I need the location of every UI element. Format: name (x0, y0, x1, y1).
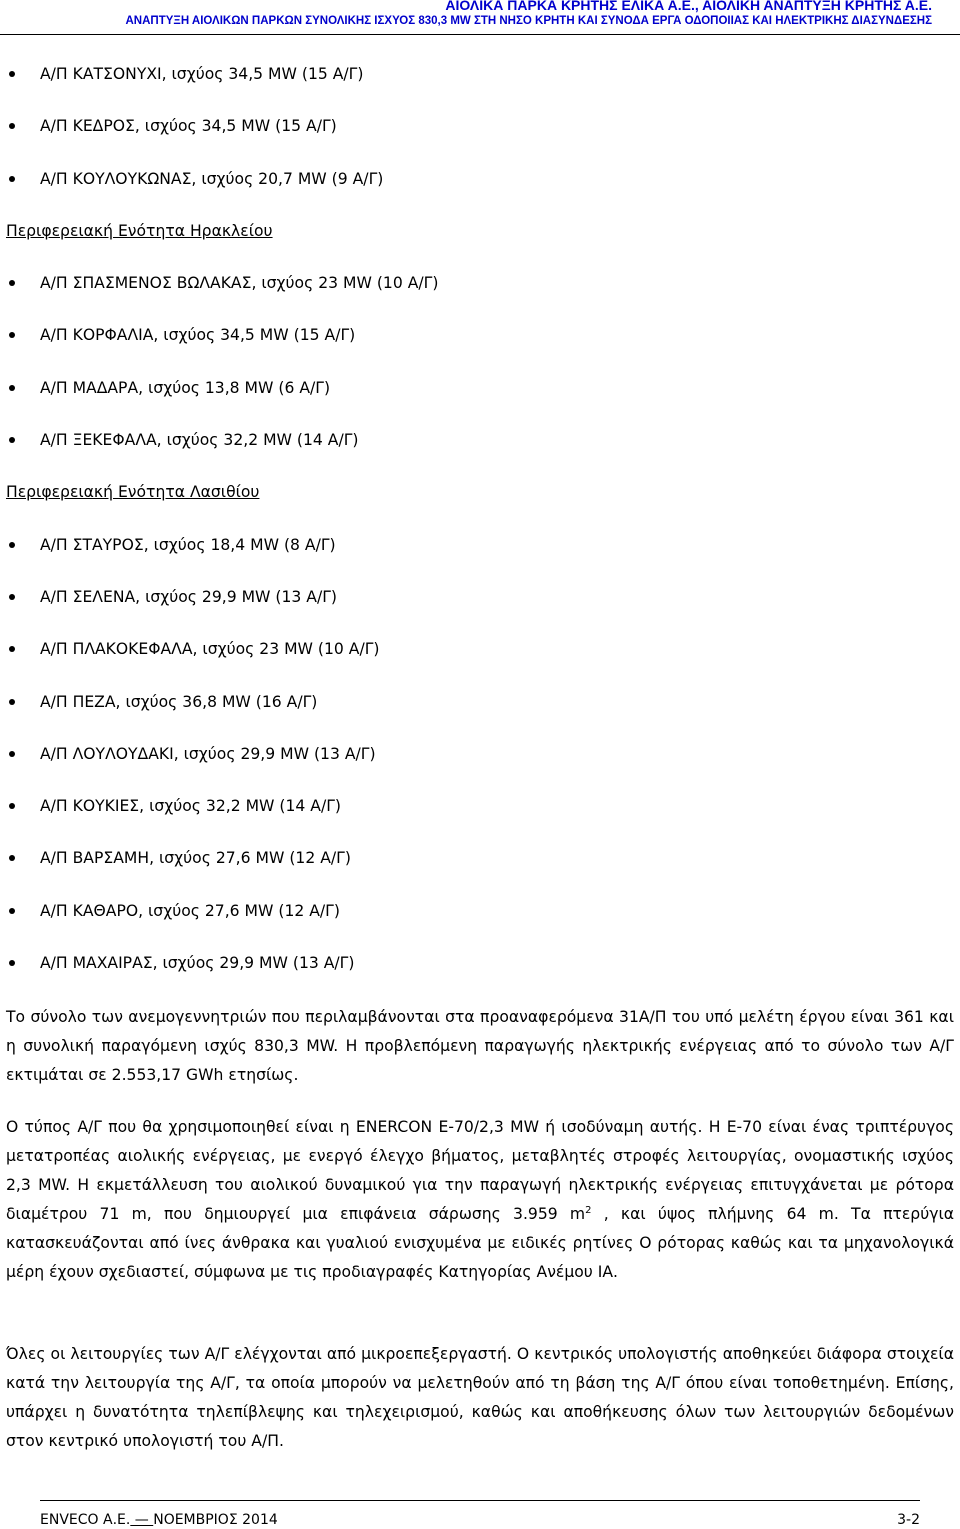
list-item-text: Α/Π ΚΕΔΡΟΣ, ισχύος 34,5 MW (15 Α/Γ) (40, 117, 337, 136)
region-heading-row (0, 219, 960, 271)
footer-date: ΝΟΕΜΒΡΙΟΣ 2014 (153, 1512, 278, 1528)
bullet-icon (9, 699, 15, 705)
list-item (0, 62, 960, 114)
paragraph-total-capacity: Το σύνολο των ανεμογεννητριών που περιλαμβάνονται στα προαναφερόμενα 31Α/Π του υπό μελέτη έργου είναι 361 και η συνολική παραγόμενη ισχύς 830,3 MW. Η προβλεπόμενη παραγωγής ηλεκτρικής ενέργειας από το σύνολο των Α/Γ εκτιμάται σε 2.553,17 GWh ετησίως. (6, 1008, 954, 1084)
list-item-text: Α/Π ΚΑΤΣΟΝΥΧΙ, ισχύος 34,5 MW (15 Α/Γ) (40, 65, 364, 83)
list-item (0, 167, 960, 219)
bullet-icon (9, 280, 15, 286)
footer-divider (40, 1500, 920, 1501)
list-item (0, 846, 960, 898)
bullet-icon (9, 751, 15, 757)
list-item (0, 742, 960, 794)
paragraph-turbine-type-part1: Ο τύπος Α/Γ που θα χρησιμοποιηθεί είναι η ENERCON E-70/2,3 MW ή ισοδύναμη αυτής. Η Ε-70 είναι ένας τριπτέρυγος μετατροπέας αιολικής ενέργειας, με ενεργό έλεγχο βήματος, μεταβλητές στροφές λειτουργίας, ονομαστικής ισχύος 2,3 MW. Η εκμετάλλευση του αιολικού δυναμικού για την παραγωγή ηλεκτρικής ενέργειας επιτυγχάνεται με ρότορα διαμέτρου 71 m, που δημιουργεί μια επιφάνεια σάρωσης 3.959 m (6, 1118, 954, 1223)
list-item (0, 533, 960, 585)
list-item (0, 376, 960, 428)
page-header (12, 0, 932, 29)
list-item (0, 585, 960, 637)
list-item-text: Α/Π ΣΕΛΕΝΑ, ισχύος 29,9 MW (13 Α/Γ) (40, 587, 337, 606)
paragraph-control-system: Όλες οι λειτουργίες των Α/Γ ελέγχονται από μικροεπεξεργαστή. Ο κεντρικός υπολογιστής αποθηκεύει διάφορα στοιχεία κατά την λειτουργία της Α/Γ, τα οποία μπορούν να μελετηθούν από τη βάση της Α/Γ όπου είναι τοποθετημένη. Επίσης, υπάρχει η δυνατότητα τηλεπίβλεψης και τηλεχειρισμού, καθώς και αποθήκευσης όλων των λειτουργιών δεδομένων στον κεντρικό υπολογιστή του Α/Π. (6, 1345, 954, 1450)
list-item-text: Α/Π ΚΟΥΛΟΥΚΩΝΑΣ, ισχύος 20,7 MW (9 Α/Γ) (40, 169, 384, 188)
list-item (0, 794, 960, 846)
header-title: ΑΙΟΛΙΚΑ ΠΑΡΚΑ ΚΡΗΤΗΣ ΕΛΙΚΑ Α.Ε., ΑΙΟΛΙΚΗ ΑΝΑΠΤΥΞΗ ΚΡΗΤΗΣ Α.Ε. (445, 0, 932, 13)
paragraph-turbine-type-part2: , και ύψος πλήμνης 64 m. Τα πτερύγια κατασκευάζονται από ίνες άνθρακα και γυαλιού ενισχυμένα με ειδικές ρητίνες Ο ρότορας καθώς και τα μηχανολογικά μέρη έχουν σχεδιαστεί, σύμφωνα με τις προδιαγραφές Κατηγορίας Ανέμου ΙΑ. (6, 1205, 954, 1281)
list-item-text: Α/Π ΜΑΧΑΙΡΑΣ, ισχύος 29,9 MW (13 Α/Γ) (40, 954, 355, 973)
list-item (0, 323, 960, 375)
bullet-icon (9, 176, 15, 182)
list-item-text: Α/Π ΚΟΡΦΑΛΙΑ, ισχύος 34,5 MW (15 Α/Γ) (40, 326, 356, 345)
footer-left (40, 1511, 278, 1529)
paragraph-turbine-type (6, 1113, 954, 1287)
list-item-text: Α/Π ΣΤΑΥΡΟΣ, ισχύος 18,4 MW (8 Α/Γ) (40, 535, 336, 554)
list-item-text: Α/Π ΒΑΡΣΑΜΗ, ισχύος 27,6 MW (12 Α/Γ) (40, 849, 351, 868)
list-item-text: Α/Π ΚΟΥΚΙΕΣ, ισχύος 32,2 MW (14 Α/Γ) (40, 797, 341, 816)
bullet-icon (9, 123, 15, 129)
superscript-2: 2 (585, 1204, 592, 1216)
list-item-text: Α/Π ΞΕΚΕΦΑΛΑ, ισχύος 32,2 MW (14 Α/Γ) (40, 431, 359, 450)
list-item-text: Α/Π ΜΑΔΑΡΑ, ισχύος 13,8 MW (6 Α/Γ) (40, 378, 331, 397)
list-item (0, 899, 960, 951)
bullet-icon (9, 646, 15, 652)
list-item (0, 637, 960, 689)
list-item-text: Α/Π ΠΕΖΑ, ισχύος 36,8 MW (16 Α/Γ) (40, 692, 318, 711)
footer-company: ENVECO Α.Ε. (40, 1512, 131, 1528)
bullet-icon (9, 332, 15, 338)
list-item (0, 951, 960, 1003)
bullet-icon (9, 437, 15, 443)
header-subtitle: ΑΝΑΠΤΥΞΗ ΑΙΟΛΙΚΩΝ ΠΑΡΚΩΝ ΣΥΝΟΛΙΚΗΣ ΙΣΧΥΟΣ 830,3 MW ΣΤΗ ΝΗΣΟ ΚΡΗΤΗ ΚΑΙ ΣΥΝΟΔΑ ΕΡΓΑ ΟΔΟΠΟΙΙΑΣ ΚΑΙ ΗΛΕΚΤΡΙΚΗΣ ΔΙΑΣΥΝΔΕΣΗΣ (125, 15, 932, 27)
footer-separator: — (130, 1512, 154, 1528)
list-item (0, 428, 960, 480)
list-item (0, 271, 960, 323)
bullet-icon (9, 803, 15, 809)
bullet-icon (9, 385, 15, 391)
bullet-icon (9, 71, 15, 77)
header-divider (0, 34, 960, 35)
bullet-icon (9, 908, 15, 914)
bullet-icon (9, 960, 15, 966)
list-item-text: Α/Π ΚΑΘΑΡΟ, ισχύος 27,6 MW (12 Α/Γ) (40, 901, 340, 920)
bullet-icon (9, 855, 15, 861)
list-item (0, 690, 960, 742)
bullet-icon (9, 542, 15, 548)
wind-farm-list (0, 62, 960, 1003)
region-heading-row (0, 480, 960, 532)
list-item-text: Α/Π ΣΠΑΣΜΕΝΟΣ ΒΩΛΑΚΑΣ, ισχύος 23 MW (10 Α/Γ) (40, 274, 439, 293)
region-heading: Περιφερειακή Ενότητα Λασιθίου (6, 483, 260, 502)
list-item (0, 114, 960, 166)
bullet-icon (9, 594, 15, 600)
page-number: 3-2 (897, 1512, 920, 1528)
list-item-text: Α/Π ΠΛΑΚΟΚΕΦΑΛΑ, ισχύος 23 MW (10 Α/Γ) (40, 640, 380, 659)
region-heading: Περιφερειακή Ενότητα Ηρακλείου (6, 221, 273, 240)
list-item-text: Α/Π ΛΟΥΛΟΥΔΑΚΙ, ισχύος 29,9 MW (13 Α/Γ) (40, 744, 376, 763)
